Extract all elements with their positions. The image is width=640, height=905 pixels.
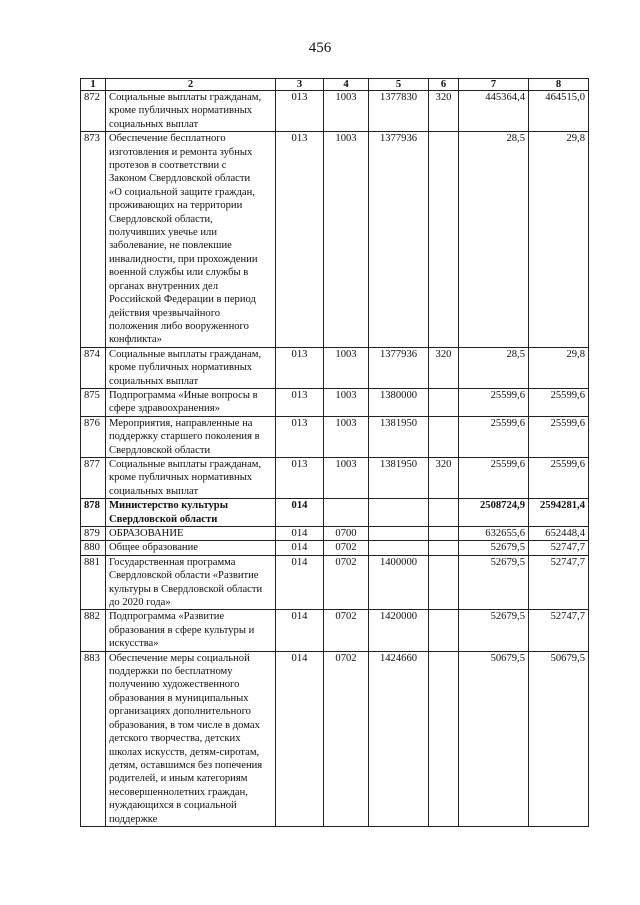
row-amount-col7: 52679,5 (459, 541, 529, 555)
row-section-code: 0702 (324, 555, 369, 610)
row-target-code (369, 541, 429, 555)
row-target-code (369, 527, 429, 541)
row-amount-col7: 28,5 (459, 347, 529, 388)
row-expense-type: 320 (429, 457, 459, 498)
row-ministry-code: 014 (276, 555, 324, 610)
row-name: Подпрограмма «Развитие образования в сфере культуры и искусства» (106, 610, 276, 651)
table-row (81, 555, 589, 610)
row-name: Обеспечение бесплатного изготовления и ремонта зубных протезов в соответствии с Законом Свердловской области «О социальной защите граждан, проживающих на территории Свердловской области, получивших увечье или заболевание, не повлекшие инвалидности, при прохождении военной службы или службы в органах внутренних дел Российской Федерации в период действия чрезвычайного положения либо вооруженного конфликта» (106, 132, 276, 348)
row-section-code: 1003 (324, 91, 369, 132)
row-expense-type (429, 499, 459, 527)
row-number: 879 (81, 527, 106, 541)
row-name: Подпрограмма «Иные вопросы в сфере здравоохранения» (106, 388, 276, 416)
row-name: Социальные выплаты гражданам, кроме публичных нормативных социальных выплат (106, 347, 276, 388)
row-ministry-code: 013 (276, 91, 324, 132)
table-row (81, 499, 589, 527)
row-amount-col7: 632655,6 (459, 527, 529, 541)
row-name: Мероприятия, направленные на поддержку старшего поколения в Свердловской области (106, 416, 276, 457)
row-amount-col8: 29,8 (529, 132, 589, 348)
row-section-code: 0702 (324, 541, 369, 555)
row-section-code: 1003 (324, 388, 369, 416)
row-number: 872 (81, 91, 106, 132)
row-amount-col7: 25599,6 (459, 416, 529, 457)
row-number: 883 (81, 651, 106, 826)
row-amount-col7: 2508724,9 (459, 499, 529, 527)
table-row (81, 541, 589, 555)
row-expense-type: 320 (429, 91, 459, 132)
row-amount-col8: 52747,7 (529, 555, 589, 610)
row-ministry-code: 013 (276, 132, 324, 348)
row-amount-col7: 52679,5 (459, 610, 529, 651)
row-target-code: 1377936 (369, 347, 429, 388)
header-col-4: 4 (324, 79, 369, 91)
row-number: 873 (81, 132, 106, 348)
row-expense-type (429, 610, 459, 651)
row-number: 874 (81, 347, 106, 388)
row-number: 875 (81, 388, 106, 416)
row-amount-col7: 52679,5 (459, 555, 529, 610)
row-amount-col8: 25599,6 (529, 457, 589, 498)
row-target-code: 1381950 (369, 457, 429, 498)
row-ministry-code: 014 (276, 499, 324, 527)
row-amount-col8: 50679,5 (529, 651, 589, 826)
table-row (81, 527, 589, 541)
header-col-5: 5 (369, 79, 429, 91)
row-amount-col8: 464515,0 (529, 91, 589, 132)
budget-table (80, 78, 589, 827)
header-col-2: 2 (106, 79, 276, 91)
row-expense-type (429, 388, 459, 416)
header-col-8: 8 (529, 79, 589, 91)
row-name: Обеспечение меры социальной поддержки по бесплатному получению художественного образования в муниципальных организациях дополнительного образования, в том числе в домах детского творчества, детских школах искусств, детям-сиротам, детям, оставшимся без попечения родителей, и иным категориям несовершеннолетних граждан, нуждающихся в социальной поддержке (106, 651, 276, 826)
row-name: Министерство культуры Свердловской области (106, 499, 276, 527)
row-amount-col8: 52747,7 (529, 610, 589, 651)
page-number: 456 (308, 40, 332, 56)
row-expense-type (429, 132, 459, 348)
row-ministry-code: 014 (276, 610, 324, 651)
row-amount-col7: 28,5 (459, 132, 529, 348)
row-target-code: 1377830 (369, 91, 429, 132)
row-section-code: 1003 (324, 457, 369, 498)
row-amount-col8: 25599,6 (529, 416, 589, 457)
row-amount-col8: 25599,6 (529, 388, 589, 416)
row-section-code (324, 499, 369, 527)
row-expense-type (429, 541, 459, 555)
table-row (81, 388, 589, 416)
row-target-code: 1380000 (369, 388, 429, 416)
row-target-code: 1424660 (369, 651, 429, 826)
row-section-code: 0702 (324, 610, 369, 651)
header-col-6: 6 (429, 79, 459, 91)
row-section-code: 0700 (324, 527, 369, 541)
row-number: 882 (81, 610, 106, 651)
row-amount-col7: 50679,5 (459, 651, 529, 826)
row-expense-type: 320 (429, 347, 459, 388)
row-name: Социальные выплаты гражданам, кроме публичных нормативных социальных выплат (106, 457, 276, 498)
row-section-code: 1003 (324, 416, 369, 457)
row-ministry-code: 014 (276, 651, 324, 826)
row-target-code: 1377936 (369, 132, 429, 348)
row-number: 878 (81, 499, 106, 527)
row-ministry-code: 013 (276, 347, 324, 388)
table-row (81, 132, 589, 348)
row-amount-col8: 29,8 (529, 347, 589, 388)
row-number: 881 (81, 555, 106, 610)
row-expense-type (429, 555, 459, 610)
table-row (81, 651, 589, 826)
row-target-code (369, 499, 429, 527)
table-header-row (81, 79, 589, 91)
row-section-code: 0702 (324, 651, 369, 826)
row-ministry-code: 013 (276, 388, 324, 416)
row-name: Общее образование (106, 541, 276, 555)
row-target-code: 1381950 (369, 416, 429, 457)
row-amount-col7: 445364,4 (459, 91, 529, 132)
row-number: 877 (81, 457, 106, 498)
row-amount-col7: 25599,6 (459, 457, 529, 498)
row-target-code: 1400000 (369, 555, 429, 610)
row-expense-type (429, 416, 459, 457)
row-ministry-code: 014 (276, 527, 324, 541)
row-section-code: 1003 (324, 347, 369, 388)
row-ministry-code: 013 (276, 416, 324, 457)
row-name: ОБРАЗОВАНИЕ (106, 527, 276, 541)
row-ministry-code: 014 (276, 541, 324, 555)
row-target-code: 1420000 (369, 610, 429, 651)
row-number: 876 (81, 416, 106, 457)
row-amount-col7: 25599,6 (459, 388, 529, 416)
header-col-7: 7 (459, 79, 529, 91)
header-col-1: 1 (81, 79, 106, 91)
row-ministry-code: 013 (276, 457, 324, 498)
table-row (81, 457, 589, 498)
header-col-3: 3 (276, 79, 324, 91)
table-row (81, 91, 589, 132)
table-row (81, 610, 589, 651)
row-section-code: 1003 (324, 132, 369, 348)
row-amount-col8: 52747,7 (529, 541, 589, 555)
table-row (81, 416, 589, 457)
row-name: Государственная программа Свердловской области «Развитие культуры в Свердловской области до 2020 года» (106, 555, 276, 610)
row-name: Социальные выплаты гражданам, кроме публичных нормативных социальных выплат (106, 91, 276, 132)
row-expense-type (429, 527, 459, 541)
row-number: 880 (81, 541, 106, 555)
row-amount-col8: 2594281,4 (529, 499, 589, 527)
table-row (81, 347, 589, 388)
row-expense-type (429, 651, 459, 826)
row-amount-col8: 652448,4 (529, 527, 589, 541)
